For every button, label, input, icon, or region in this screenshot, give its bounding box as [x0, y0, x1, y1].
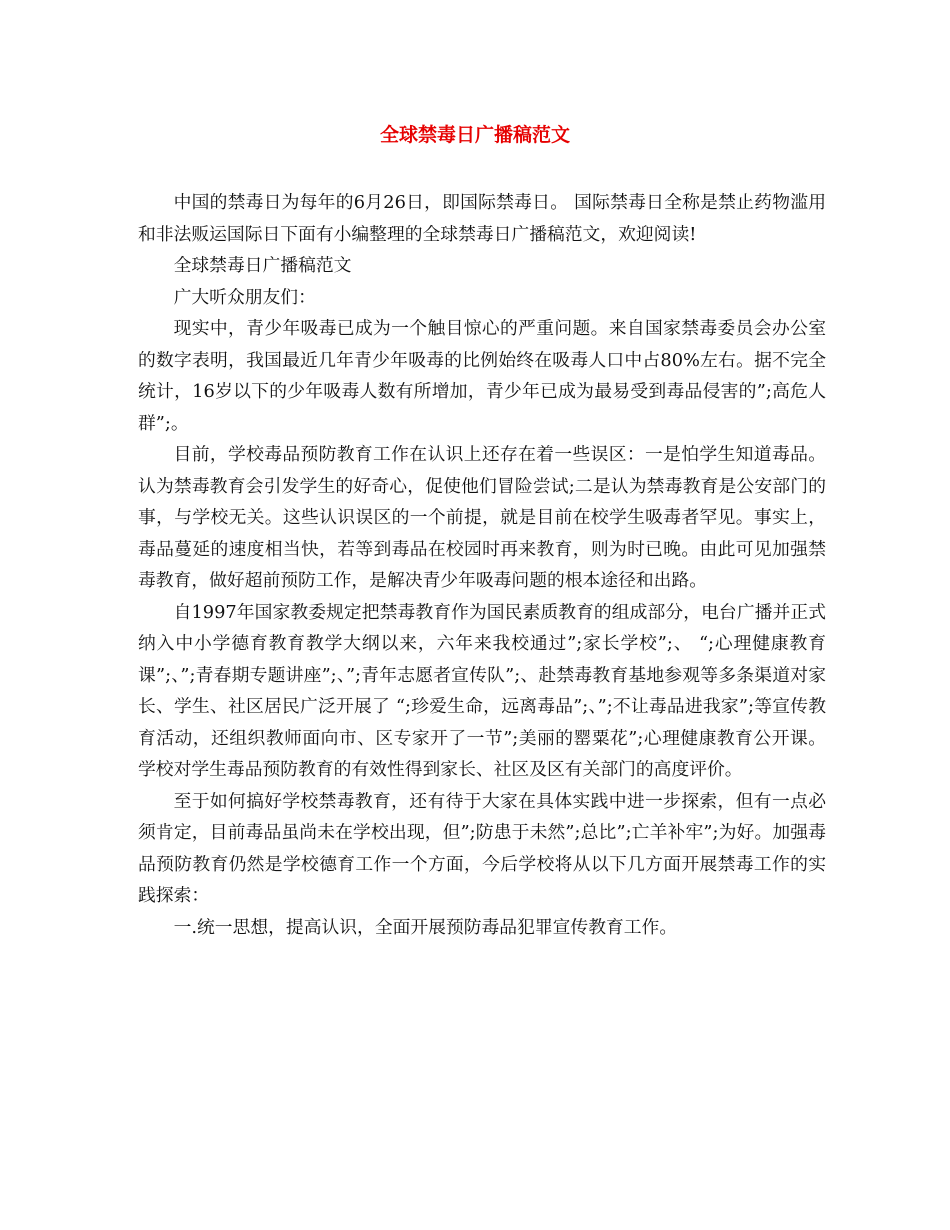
paragraph-misconceptions: 目前，学校毒品预防教育工作在认识上还存在着一些误区：一是怕学生知道毒品。认为禁毒教育会引发学生的好奇心，促使他们冒险尝试;二是认为禁毒教育是公安部门的事，与学校无关。这些认识误区的一个前提，就是目前在校学生吸毒者罕见。事实上，毒品蔓延的速度相当快，若等到毒品在校园时再来教育，则为时已晚。由此可见加强禁毒教育，做好超前预防工作，是解决青少年吸毒问题的根本途径和出路。: [138, 444, 826, 591]
paragraph-subtitle: 全球禁毒日广播稿范文: [173, 255, 352, 276]
paragraph-history: 自1997年国家教委规定把禁毒教育作为国民素质教育的组成部分，电台广播并正式纳入中小学德育教育教学大纲以来，六年来我校通过”;家长学校”;、 “;心理健康教育课”;、”;青春期专题讲座”;、”;青年志愿者宣传队”;、赴禁毒教育基地参观等多条渠道对家长、学生、社区居民广泛开展了 “;珍爱生命，远离毒品”;、”;不让毒品进我家”;等宣传教育活动，还组织教师面向市、区专家开了一节”;美丽的罂粟花”;心理健康教育公开课。学校对学生毒品预防教育的有效性得到家长、社区及区有关部门的高度评价。: [138, 601, 826, 780]
document-body: [138, 187, 826, 943]
paragraph-salutation: 广大听众朋友们：: [173, 286, 316, 308]
paragraph-point-one: 一.统一思想，提高认识，全面开展预防毒品犯罪宣传教育工作。: [173, 916, 678, 938]
paragraph-intro: 中国的禁毒日为每年的6月26日，即国际禁毒日。 国际禁毒日全称是禁止药物滥用和非法贩运国际日下面有小编整理的全球禁毒日广播稿范文，欢迎阅读!: [138, 192, 826, 245]
paragraph-exploration: 至于如何搞好学校禁毒教育，还有待于大家在具体实践中进一步探索，但有一点必须肯定，目前毒品虽尚未在学校出现，但”;防患于未然”;总比”;亡羊补牢”;为好。加强毒品预防教育仍然是学校德育工作一个方面，今后学校将从以下几方面开展禁毒工作的实践探索：: [138, 790, 826, 906]
document-title: 全球禁毒日广播稿范文: [379, 124, 570, 146]
paragraph-reality: 现实中，青少年吸毒已成为一个触目惊心的严重问题。来自国家禁毒委员会办公室的数字表明，我国最近几年青少年吸毒的比例始终在吸毒人口中占80%左右。据不完全统计，16岁以下的少年吸毒人数有所增加，青少年已成为最易受到毒品侵害的”;高危人群”;。: [138, 318, 826, 434]
